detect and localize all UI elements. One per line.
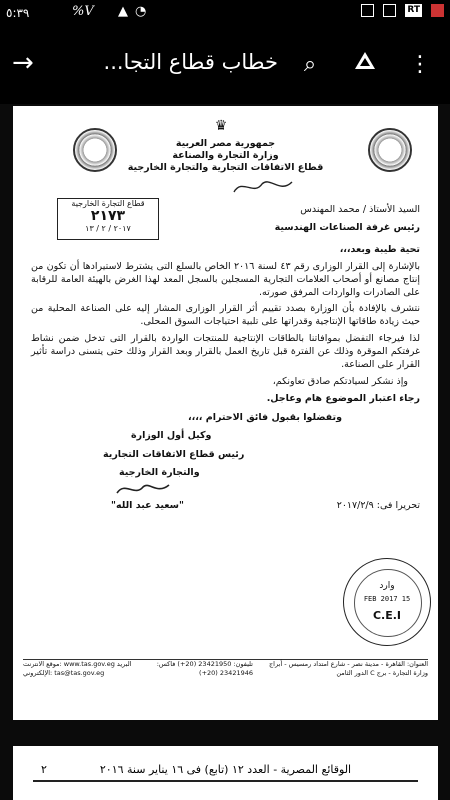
mail-icon bbox=[361, 4, 374, 17]
closing: وتفضلوا بقبول فائق الاحترام ،،،، bbox=[187, 412, 342, 423]
footer-phones: تليفون: 23421950 (20+) فاكس: 23421946 (20+) bbox=[156, 660, 253, 677]
signer-line: وكيل أول الوزارة bbox=[131, 430, 212, 441]
paragraph-4: وإذ نشكر لسيادتكم صادق تعاونكم، bbox=[272, 376, 408, 387]
signal-icon: ▲ bbox=[118, 4, 128, 19]
received-org: C.E.I bbox=[372, 609, 402, 622]
greeting: تحية طيبة وبعد،،، bbox=[339, 244, 420, 255]
received-date: 15 FEB 2017 bbox=[363, 595, 411, 603]
outgoing-stamp bbox=[57, 198, 159, 240]
stamp-label: قطاع التجارة الخارجية bbox=[71, 199, 145, 208]
footer-contact: موقع الانترنت: www.tas.gov.eg البريد الإلكتروني: tas@tas.gov.eg bbox=[23, 660, 132, 677]
letter-header bbox=[13, 138, 438, 174]
wifi-icon: ◔ bbox=[135, 4, 147, 19]
paragraph-1: بالإشارة إلى القرار الوزارى رقم ٤٣ لسنة ٢٠١٦ الخاص بالسلع التى يشترط لاستيرادها أن تكون من إنتاج مصانع أو أصحاب العلامات التجارية المسجلين بالسجل المعد لهذا الغرض بالهيئة العامة للرقابة على الصادرات والواردات المرفق صورته. bbox=[31, 261, 420, 298]
received-stamp bbox=[343, 558, 431, 646]
gazette-header: الوقائع المصرية - العدد ١٢ (تابع) فى ١٦ يناير سنة ٢٠١٦ bbox=[99, 763, 352, 776]
header-rule bbox=[33, 780, 418, 782]
stamp-date: ٢٠١٧ / ٢ / ١٣ bbox=[85, 224, 131, 233]
addressee: السيد الأستاذ / محمد المهندس bbox=[300, 204, 420, 215]
page-number: ٢ bbox=[41, 763, 47, 776]
app-bar bbox=[0, 26, 450, 104]
header-line: قطاع الاتفاقات التجارية والتجارة الخارجية bbox=[127, 162, 324, 173]
header-line: وزارة التجارة والصناعة bbox=[172, 150, 279, 161]
signer-line: والتجارة الخارجية bbox=[119, 467, 200, 478]
document-page-2 bbox=[13, 746, 438, 800]
rt-app-icon: RT bbox=[407, 5, 420, 15]
document-title: خطاب قطاع التجا... bbox=[103, 50, 278, 74]
handwritten-signature bbox=[113, 479, 173, 499]
status-bar bbox=[0, 0, 450, 26]
paragraph-3: لذا فيرجاء التفضل بموافاتنا بالطاقات الإنتاجية للمنتجات الواردة بالقرار التى تدخل ضمن نشاط غرفتكم الموقرة وذلك عن الفترة قبل تاريخ العمل بالقرار وبعد القرار وذلك حتى يتسنى دراسة تأثير القرار على الصناعة. bbox=[31, 333, 420, 370]
date-line: تحريرا فى: ٢٠١٧/٢/٩ bbox=[336, 500, 420, 511]
clock: ٥:٣٩ bbox=[6, 6, 30, 20]
eagle-emblem-icon: ♛ bbox=[214, 118, 228, 134]
paragraph-2: نتشرف بالإفادة بأن الوزارة بصدد تقييم أثر القرار الوزارى المشار إليه على الصناعة المحلية من حيث زيادة طاقاتها الإنتاجية وقدراتها على تلبية احتياجات السوق المحلى. bbox=[31, 303, 420, 327]
stamp-number: ٢١٧٣ bbox=[90, 208, 126, 224]
addressee-title: رئيس غرفة الصناعات الهندسية bbox=[274, 222, 420, 233]
more-options-icon[interactable]: ⋮ bbox=[409, 52, 431, 77]
battery-percent: %V bbox=[72, 4, 94, 19]
footer-address: العنوان: القاهرة - مدينة نصر - شارع امتداد رمسيس - أبراج وزارة التجارة - برج C الدور الثامن bbox=[268, 660, 428, 677]
signer-name: "سعيد عبد الله" bbox=[111, 500, 184, 511]
paragraph-5: رجاء اعتبار الموضوع هام وعاجل. bbox=[266, 393, 420, 404]
document-page bbox=[13, 106, 438, 720]
signer-line: رئيس قطاع الاتفاقات التجارية bbox=[103, 449, 245, 460]
letter-footer bbox=[23, 659, 428, 678]
screenshot-icon bbox=[383, 4, 396, 17]
handwritten-note bbox=[228, 174, 298, 200]
back-arrow-icon[interactable]: → bbox=[12, 48, 34, 78]
search-icon[interactable]: ⌕ bbox=[303, 52, 317, 77]
drive-add-icon[interactable] bbox=[350, 50, 380, 80]
app-notification-icon bbox=[431, 4, 444, 17]
header-line: جمهورية مصر العربية bbox=[175, 138, 276, 149]
received-label: وارد bbox=[379, 581, 395, 591]
